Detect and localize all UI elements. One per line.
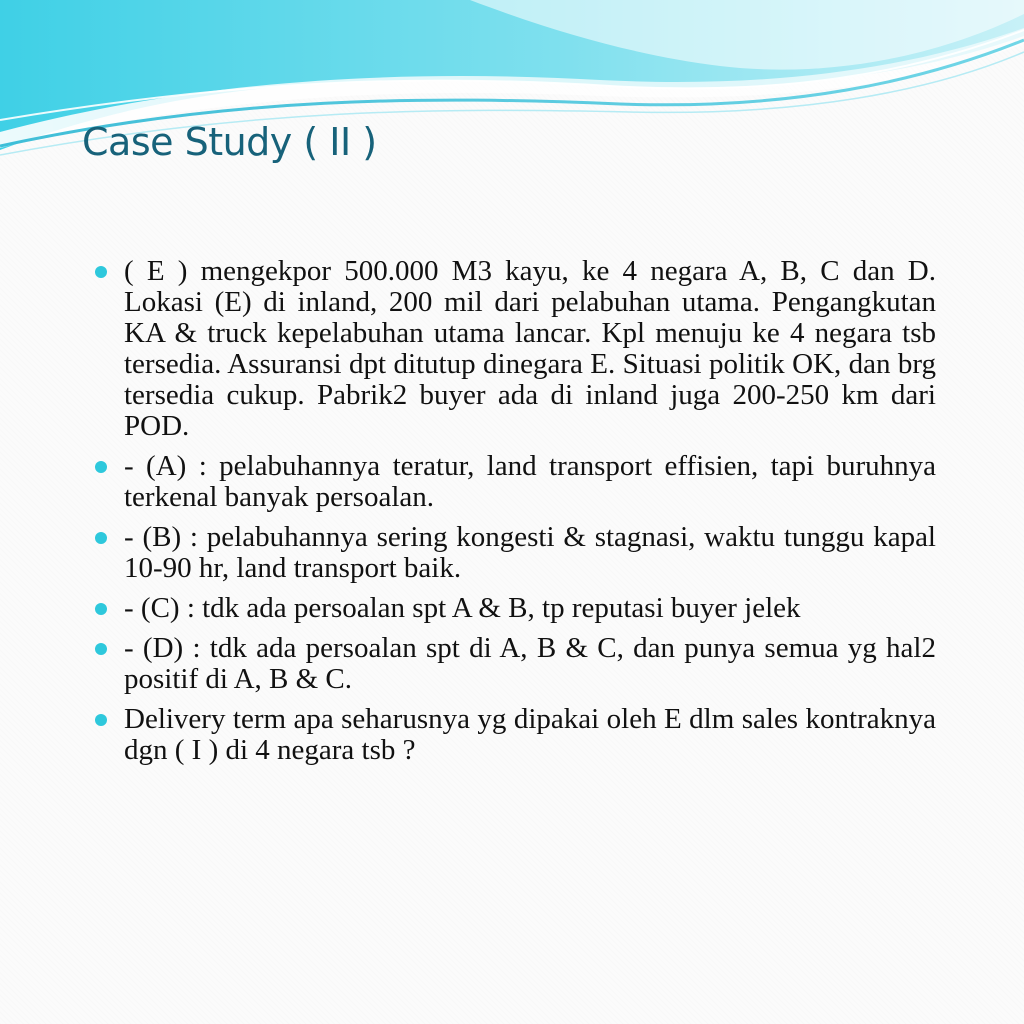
circle-bullet-icon [95, 266, 107, 278]
bullet-text: - (D) : tdk ada persoalan spt di A, B & C, dan punya semua yg hal2 positif di A, B & C. [124, 632, 936, 695]
circle-bullet-icon [95, 603, 107, 615]
circle-bullet-icon [95, 532, 107, 544]
bullet-text: - (B) : pelabuhannya sering kongesti & stagnasi, waktu tunggu kapal 10-90 hr, land transport baik. [124, 521, 936, 584]
circle-bullet-icon [95, 461, 107, 473]
circle-bullet-icon [95, 643, 107, 655]
bullet-list [124, 256, 936, 775]
bullet-text: - (A) : pelabuhannya teratur, land transport effisien, tapi buruhnya terkenal banyak persoalan. [124, 450, 936, 513]
bullet-item-country-a [124, 451, 936, 513]
bullet-item-country-d [124, 633, 936, 695]
bullet-item-exporter [124, 256, 936, 442]
circle-bullet-icon [95, 714, 107, 726]
bullet-item-question [124, 704, 936, 766]
bullet-text: ( E ) mengekpor 500.000 M3 kayu, ke 4 negara A, B, C dan D. Lokasi (E) di inland, 200 mil dari pelabuhan utama. Pengangkutan KA & truck kepelabuhan utama lancar. Kpl menuju ke 4 negara tsb tersedia. Assuransi dpt ditutup dinegara E. Situasi politik OK, dan brg tersedia cukup. Pabrik2 buyer ada di inland juga 200-250 km dari POD. [124, 255, 936, 442]
bullet-item-country-b [124, 522, 936, 584]
slide-title: Case Study ( II ) [82, 120, 377, 164]
bullet-text: Delivery term apa seharusnya yg dipakai oleh E dlm sales kontraknya dgn ( I ) di 4 negara tsb ? [124, 703, 936, 766]
bullet-item-country-c [124, 593, 936, 624]
bullet-text: - (C) : tdk ada persoalan spt A & B, tp reputasi buyer jelek [124, 592, 801, 624]
